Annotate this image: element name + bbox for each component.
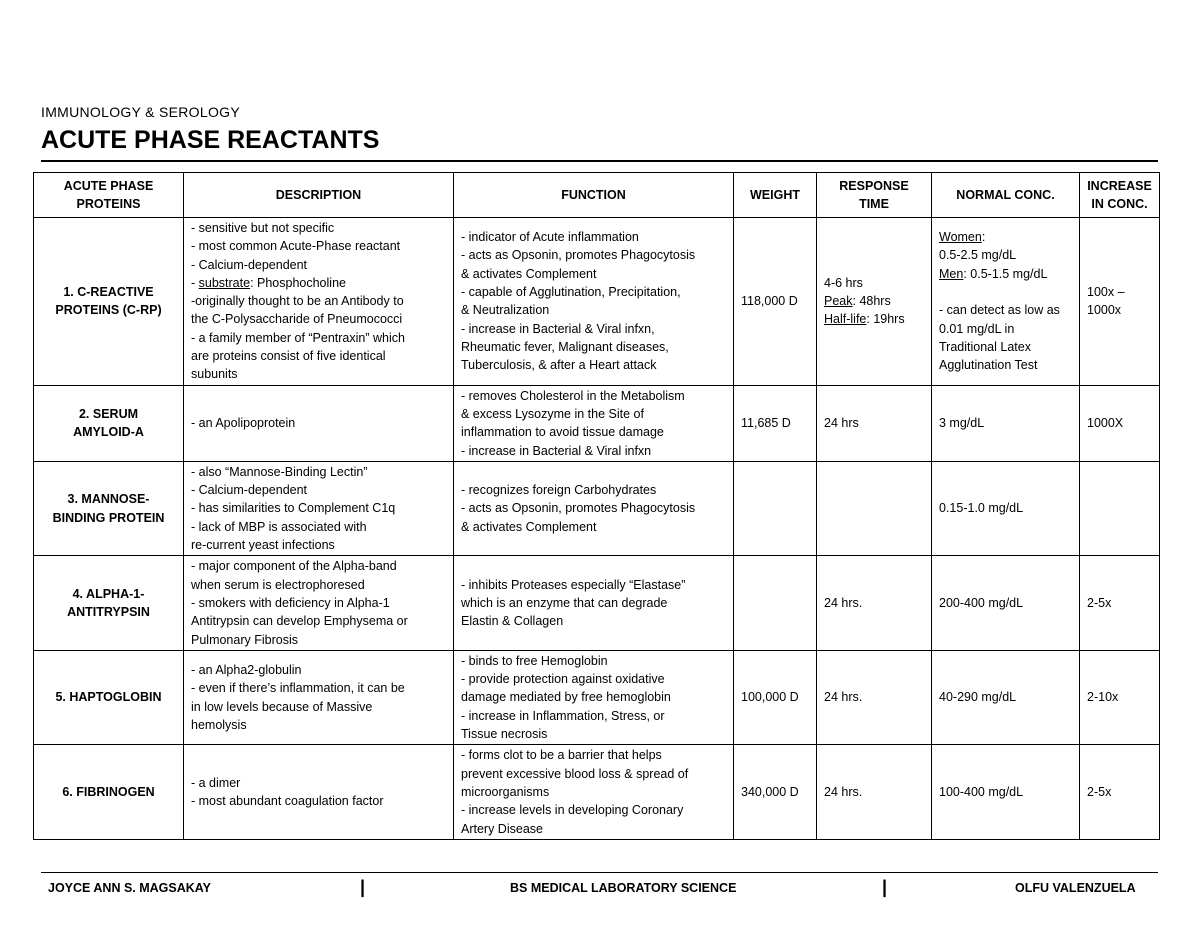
response-time-cell: 24 hrs. — [817, 745, 932, 839]
function-cell: - removes Cholesterol in the Metabolism & excess Lysozyme in the Site of inflammation to avoid tissue damage - increase in Bacterial & Viral infxn — [454, 385, 734, 461]
footer-author: JOYCE ANN S. MAGSAKAY — [48, 881, 211, 895]
function-cell: - binds to free Hemoglobin - provide protection against oxidative damage mediated by free hemoglobin - increase in Inflammation, Stress, or Tissue necrosis — [454, 650, 734, 744]
col-header-response-time: RESPONSE TIME — [817, 173, 932, 218]
table-row-alpha-1-antitrypsin — [34, 556, 1160, 650]
normal-conc-cell: 40-290 mg/dL — [932, 650, 1080, 744]
protein-name: 1. C-REACTIVE PROTEINS (C-RP) — [34, 218, 184, 386]
weight-cell: 340,000 D — [734, 745, 817, 839]
weight-cell — [734, 556, 817, 650]
description-cell: - major component of the Alpha-band when serum is electrophoresed - smokers with deficiency in Alpha-1 Antitrypsin can develop Emphysema or Pulmonary Fibrosis — [184, 556, 454, 650]
table-row-c-reactive-protein — [34, 218, 1160, 386]
normal-conc-cell: Women: 0.5-2.5 mg/dL Men: 0.5-1.5 mg/dL - can detect as low as 0.01 mg/dL in Traditional Latex Agglutination Test — [932, 218, 1080, 386]
col-header-proteins: ACUTE PHASE PROTEINS — [34, 173, 184, 218]
normal-conc-cell: 200-400 mg/dL — [932, 556, 1080, 650]
protein-name: 3. MANNOSE- BINDING PROTEIN — [34, 461, 184, 555]
table-row-serum-amyloid-a — [34, 385, 1160, 461]
protein-name: 5. HAPTOGLOBIN — [34, 650, 184, 744]
weight-cell: 118,000 D — [734, 218, 817, 386]
title-divider — [41, 160, 1158, 162]
description-cell: - sensitive but not specific - most common Acute-Phase reactant - Calcium-dependent - substrate: Phosphocholine -originally thought to be an Antibody to the C-Polysaccharide of Pneumococci - a family member of “Pentraxin” which are proteins consist of five identical subunits — [184, 218, 454, 386]
table-row-fibrinogen — [34, 745, 1160, 839]
normal-conc-cell: 0.15-1.0 mg/dL — [932, 461, 1080, 555]
function-cell: - indicator of Acute inflammation - acts as Opsonin, promotes Phagocytosis & activates Complement - capable of Agglutination, Precipitation, & Neutralization - increase in Bacterial & Viral infxn, Rheumatic fever, Malignant diseases, Tuberculosis, & after a Heart attack — [454, 218, 734, 386]
description-cell: - a dimer - most abundant coagulation factor — [184, 745, 454, 839]
substrate-label: substrate — [198, 275, 251, 290]
col-header-increase: INCREASE IN CONC. — [1080, 173, 1160, 218]
function-cell: - inhibits Proteases especially “Elastase” which is an enzyme that can degrade Elastin & Collagen — [454, 556, 734, 650]
col-header-normal-conc: NORMAL CONC. — [932, 173, 1080, 218]
weight-cell: 11,685 D — [734, 385, 817, 461]
table-row-mannose-binding-protein — [34, 461, 1160, 555]
col-header-weight: WEIGHT — [734, 173, 817, 218]
increase-cell: 1000X — [1080, 385, 1160, 461]
response-time-cell: 24 hrs. — [817, 650, 932, 744]
increase-cell: 2-5x — [1080, 556, 1160, 650]
increase-cell — [1080, 461, 1160, 555]
response-time-cell — [817, 461, 932, 555]
normal-conc-cell: 3 mg/dL — [932, 385, 1080, 461]
function-cell: - forms clot to be a barrier that helps prevent excessive blood loss & spread of microorganisms - increase levels in developing Coronary Artery Disease — [454, 745, 734, 839]
weight-cell — [734, 461, 817, 555]
protein-name: 2. SERUM AMYLOID-A — [34, 385, 184, 461]
footer-separator: | — [882, 877, 888, 897]
footer-school: OLFU VALENZUELA — [1015, 881, 1136, 895]
description-cell: - an Alpha2-globulin - even if there’s inflammation, it can be in low levels because of Massive hemolysis — [184, 650, 454, 744]
page-title: ACUTE PHASE REACTANTS — [41, 126, 380, 154]
increase-cell: 2-10x — [1080, 650, 1160, 744]
acute-phase-reactants-table — [33, 172, 1160, 840]
protein-name: 4. ALPHA-1- ANTITRYPSIN — [34, 556, 184, 650]
description-cell: - an Apolipoprotein — [184, 385, 454, 461]
function-cell: - recognizes foreign Carbohydrates - acts as Opsonin, promotes Phagocytosis & activates Complement — [454, 461, 734, 555]
subject-label: IMMUNOLOGY & SEROLOGY — [41, 104, 240, 120]
description-cell: - also “Mannose-Binding Lectin” - Calcium-dependent - has similarities to Complement C1q - lack of MBP is associated with re-current yeast infections — [184, 461, 454, 555]
increase-cell: 2-5x — [1080, 745, 1160, 839]
col-header-description: DESCRIPTION — [184, 173, 454, 218]
protein-name: 6. FIBRINOGEN — [34, 745, 184, 839]
footer-separator: | — [360, 877, 366, 897]
weight-cell: 100,000 D — [734, 650, 817, 744]
normal-conc-cell: 100-400 mg/dL — [932, 745, 1080, 839]
footer-program: BS MEDICAL LABORATORY SCIENCE — [510, 881, 737, 895]
response-time-cell: 24 hrs. — [817, 556, 932, 650]
increase-cell: 100x – 1000x — [1080, 218, 1160, 386]
response-time-cell: 4-6 hrs Peak: 48hrs Half-life: 19hrs — [817, 218, 932, 386]
response-time-cell: 24 hrs — [817, 385, 932, 461]
header-row — [34, 173, 1160, 218]
table-row-haptoglobin — [34, 650, 1160, 744]
col-header-function: FUNCTION — [454, 173, 734, 218]
footer-divider — [41, 872, 1158, 873]
